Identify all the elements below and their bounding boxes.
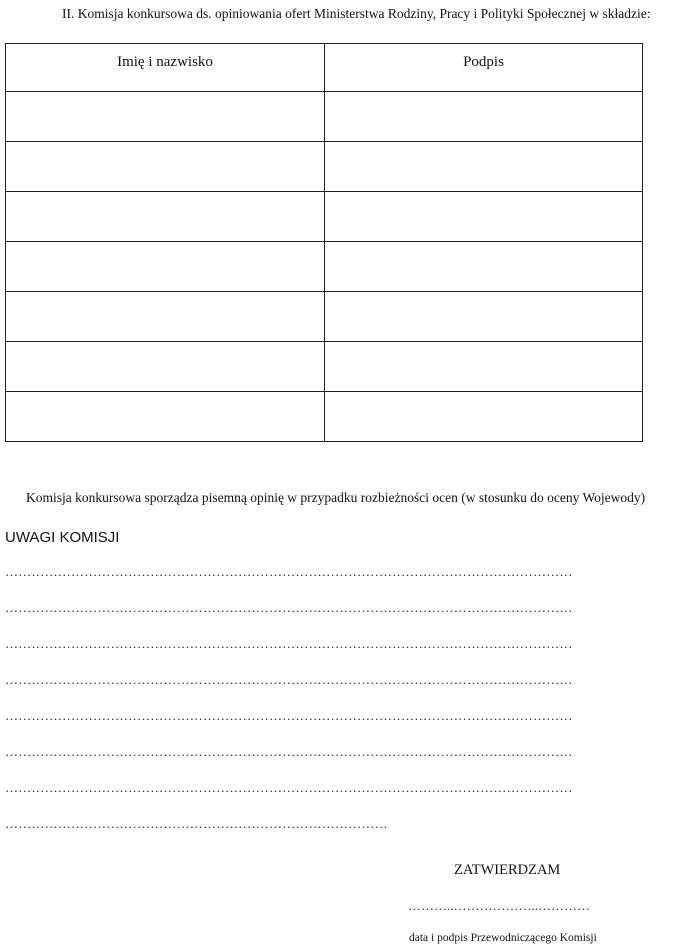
signature-cell[interactable]	[325, 292, 643, 342]
table-row	[6, 92, 643, 142]
table-row	[6, 292, 643, 342]
name-cell[interactable]	[6, 242, 325, 292]
table-row	[6, 392, 643, 442]
name-cell[interactable]	[6, 392, 325, 442]
remark-line[interactable]: …………………………………………………………………………………………………………………	[5, 636, 573, 651]
remark-line[interactable]: …………………………………………………………………………………………………………………	[5, 744, 573, 759]
remark-line[interactable]: …………………………………………………………………………………………………………………	[5, 708, 573, 723]
column-header-name: Imię i nazwisko	[6, 44, 325, 92]
signature-cell[interactable]	[325, 192, 643, 242]
signature-line: ………..………………..…………	[408, 898, 590, 913]
signature-caption: data i podpis Przewodniczącego Komisji	[409, 932, 597, 944]
name-cell[interactable]	[6, 292, 325, 342]
signature-cell[interactable]	[325, 242, 643, 292]
approval-label: ZATWIERDZAM	[454, 862, 561, 878]
table-row	[6, 342, 643, 392]
name-cell[interactable]	[6, 92, 325, 142]
table-row	[6, 142, 643, 192]
remark-line[interactable]: …………………………………………………………………………………………………………………	[5, 564, 573, 579]
section-heading: II. Komisja konkursowa ds. opiniowania ofert Ministerstwa Rodziny, Pracy i Polityki Społecznej w składzie:	[62, 6, 651, 21]
remark-line[interactable]: ……………………………………………………………………………	[5, 816, 388, 831]
column-header-signature: Podpis	[325, 44, 643, 92]
signature-cell[interactable]	[325, 92, 643, 142]
remarks-title: UWAGI KOMISJI	[5, 529, 120, 546]
signature-cell[interactable]	[325, 392, 643, 442]
name-cell[interactable]	[6, 142, 325, 192]
signature-cell[interactable]	[325, 142, 643, 192]
table-row	[6, 192, 643, 242]
name-cell[interactable]	[6, 342, 325, 392]
remark-line[interactable]: …………………………………………………………………………………………………………………	[5, 672, 573, 687]
name-cell[interactable]	[6, 192, 325, 242]
signature-cell[interactable]	[325, 342, 643, 392]
committee-members-table	[5, 43, 643, 442]
table-row	[6, 242, 643, 292]
remark-line[interactable]: …………………………………………………………………………………………………………………	[5, 780, 573, 795]
divergence-note: Komisja konkursowa sporządza pisemną opinię w przypadku rozbieżności ocen (w stosunku do oceny Wojewody)	[26, 490, 646, 505]
table-header-row	[6, 44, 643, 92]
remark-line[interactable]: …………………………………………………………………………………………………………………	[5, 600, 573, 615]
